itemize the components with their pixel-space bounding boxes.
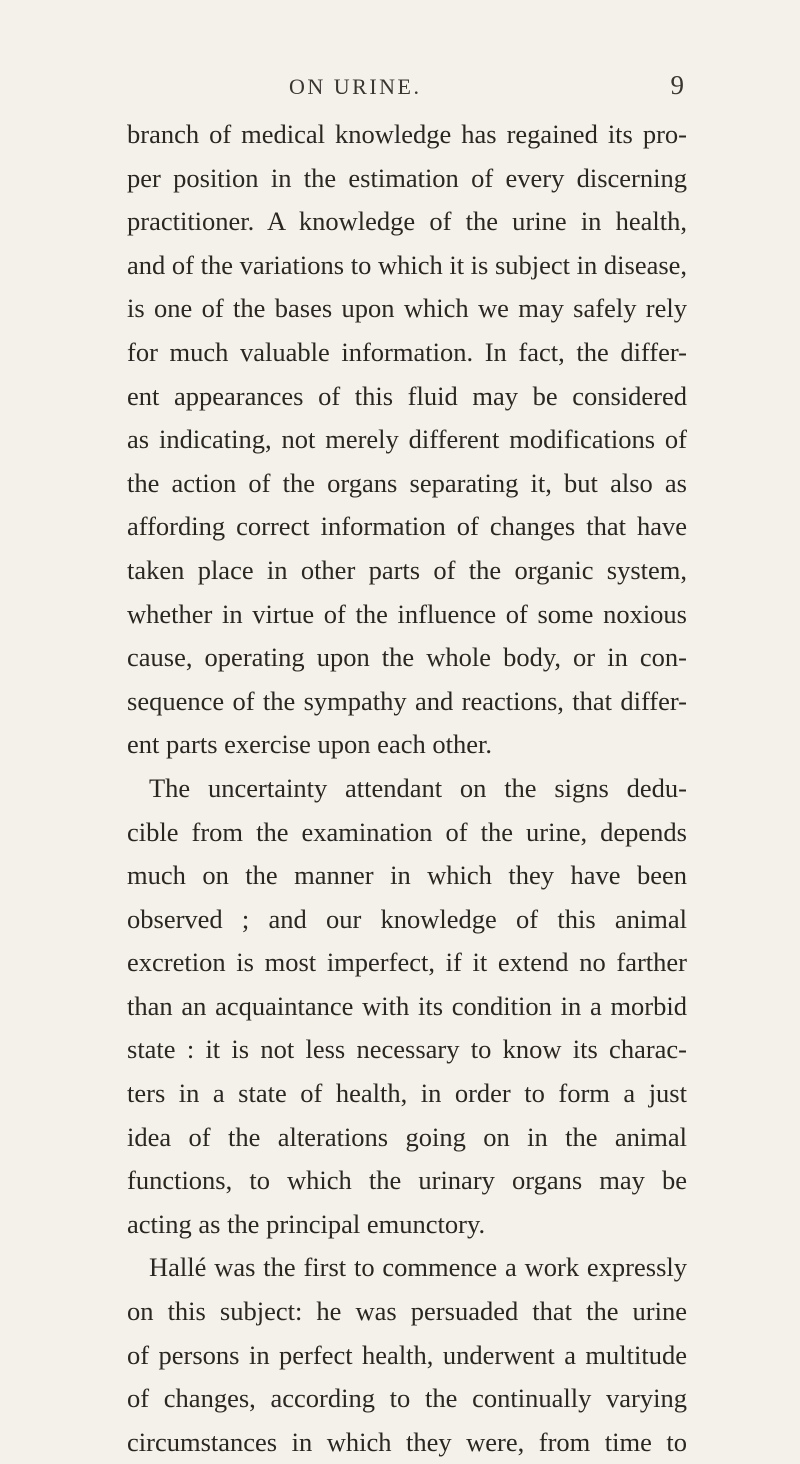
text-line: for much valuable information. In fact, the differ-: [127, 336, 687, 367]
text-line: much on the manner in which they have been: [127, 860, 687, 891]
text-line: functions, to which the urinary organs may be: [127, 1165, 687, 1196]
text-line: cause, operating upon the whole body, or in con-: [127, 642, 687, 673]
text-line: on this subject: he was persuaded that the urine: [127, 1296, 687, 1327]
text-line: is one of the bases upon which we may safely rely: [127, 293, 687, 324]
text-line: state : it is not less necessary to know its charac-: [127, 1034, 687, 1065]
text-line: affording correct information of changes that have: [127, 511, 687, 542]
text-line: ters in a state of health, in order to form a just: [127, 1078, 687, 1109]
text-line: idea of the alterations going on in the animal: [127, 1121, 687, 1152]
text-line: and of the variations to which it is subject in disease,: [127, 249, 688, 280]
text-line: The uncertainty attendant on the signs dedu-: [149, 772, 687, 803]
text-line: ent parts exercise upon each other.: [127, 729, 492, 760]
text-line: practitioner. A knowledge of the urine in health,: [127, 206, 687, 237]
text-line: per position in the estimation of every discerning: [127, 162, 687, 193]
text-line: Hallé was the first to commence a work expressly: [149, 1252, 687, 1283]
text-line: the action of the organs separating it, but also as: [127, 467, 687, 498]
page-number: 9: [670, 70, 684, 100]
running-title: ON URINE.: [289, 74, 422, 99]
text-line: sequence of the sympathy and reactions, that differ-: [127, 685, 687, 716]
text-line: circumstances in which they were, from time to: [127, 1426, 687, 1457]
text-line: excretion is most imperfect, if it extend no farther: [127, 947, 687, 978]
text-line: of persons in perfect health, underwent a multitude: [127, 1339, 687, 1370]
text-line: of changes, according to the continually varying: [127, 1383, 687, 1414]
body-text: [127, 113, 687, 1464]
text-line: than an acquaintance with its condition in a morbid: [127, 990, 687, 1021]
text-line: as indicating, not merely different modifications of: [127, 424, 687, 455]
text-line: ent appearances of this fluid may be considered: [127, 380, 687, 411]
text-line: taken place in other parts of the organic system,: [127, 554, 687, 585]
text-line: acting as the principal emunctory.: [127, 1208, 486, 1239]
text-line: cible from the examination of the urine, depends: [127, 816, 687, 847]
text-line: whether in virtue of the influence of some noxious: [127, 598, 687, 629]
text-line: observed ; and our knowledge of this animal: [127, 903, 687, 934]
text-line: branch of medical knowledge has regained its pro-: [127, 119, 687, 149]
